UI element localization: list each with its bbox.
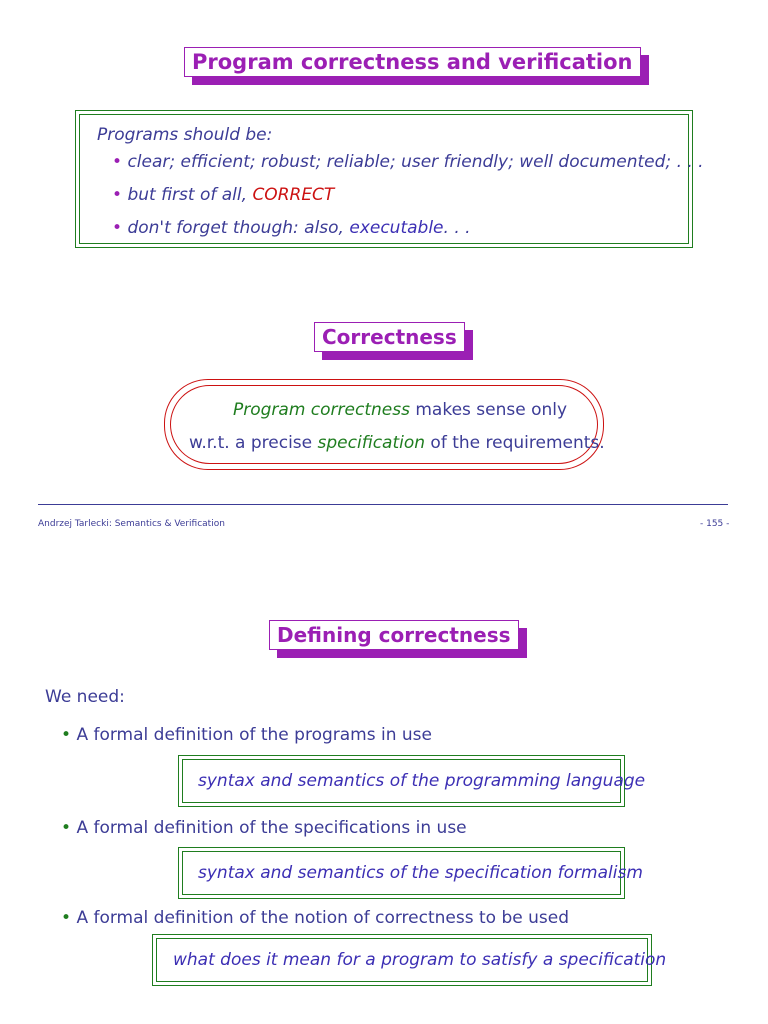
correct-emphasis: CORRECT	[252, 185, 335, 205]
line1-rest: makes sense only	[409, 400, 568, 420]
bullet-dot: •	[112, 152, 123, 172]
bullet-2-text: but first of all,	[127, 185, 253, 205]
slide2-title: Defining correctness	[269, 620, 519, 650]
programs-intro: Programs should be:	[97, 125, 273, 145]
specification-term: specification	[317, 433, 426, 453]
correctness-heading: Correctness	[314, 322, 465, 352]
item-3-boxed-text: what does it mean for a program to satisfy a specification	[173, 950, 667, 970]
correctness-line-2	[189, 432, 605, 454]
bullet-3-text: don't forget though: also,	[127, 218, 350, 238]
item-3-text: A formal definition of the notion of correctness to be used	[76, 908, 569, 928]
bullet-dot: •	[61, 725, 72, 745]
correctness-line-1	[233, 399, 567, 421]
item-2	[61, 817, 467, 839]
bullet-1	[112, 151, 704, 173]
line2-pre: w.r.t. a precise	[189, 433, 318, 453]
program-correctness-term: Program correctness	[233, 400, 410, 420]
footer-rule	[38, 504, 728, 505]
bullet-2	[112, 184, 334, 206]
executable-emphasis: executable	[349, 218, 444, 238]
we-need-intro: We need:	[45, 687, 125, 707]
item-2-text: A formal definition of the specifications in use	[76, 818, 467, 838]
bullet-3-tail: . . .	[443, 218, 471, 238]
bullet-dot: •	[112, 218, 123, 238]
bullet-dot: •	[61, 818, 72, 838]
bullet-1-text: clear; efficient; robust; reliable; user friendly; well documented; . . .	[127, 152, 704, 172]
item-1	[61, 724, 432, 746]
page-number: - 155 -	[700, 519, 730, 529]
item-2-boxed-text: syntax and semantics of the specification formalism	[198, 863, 643, 883]
bullet-3	[112, 217, 471, 239]
line2-post: of the requirements.	[425, 433, 605, 453]
slide1-title: Program correctness and verification	[184, 47, 641, 77]
bullet-dot: •	[61, 908, 72, 928]
item-3	[61, 907, 569, 929]
item-1-boxed-text: syntax and semantics of the programming language	[198, 771, 646, 791]
footer-left: Andrzej Tarlecki: Semantics & Verification	[38, 519, 225, 529]
bullet-dot: •	[112, 185, 123, 205]
item-1-text: A formal definition of the programs in use	[76, 725, 432, 745]
